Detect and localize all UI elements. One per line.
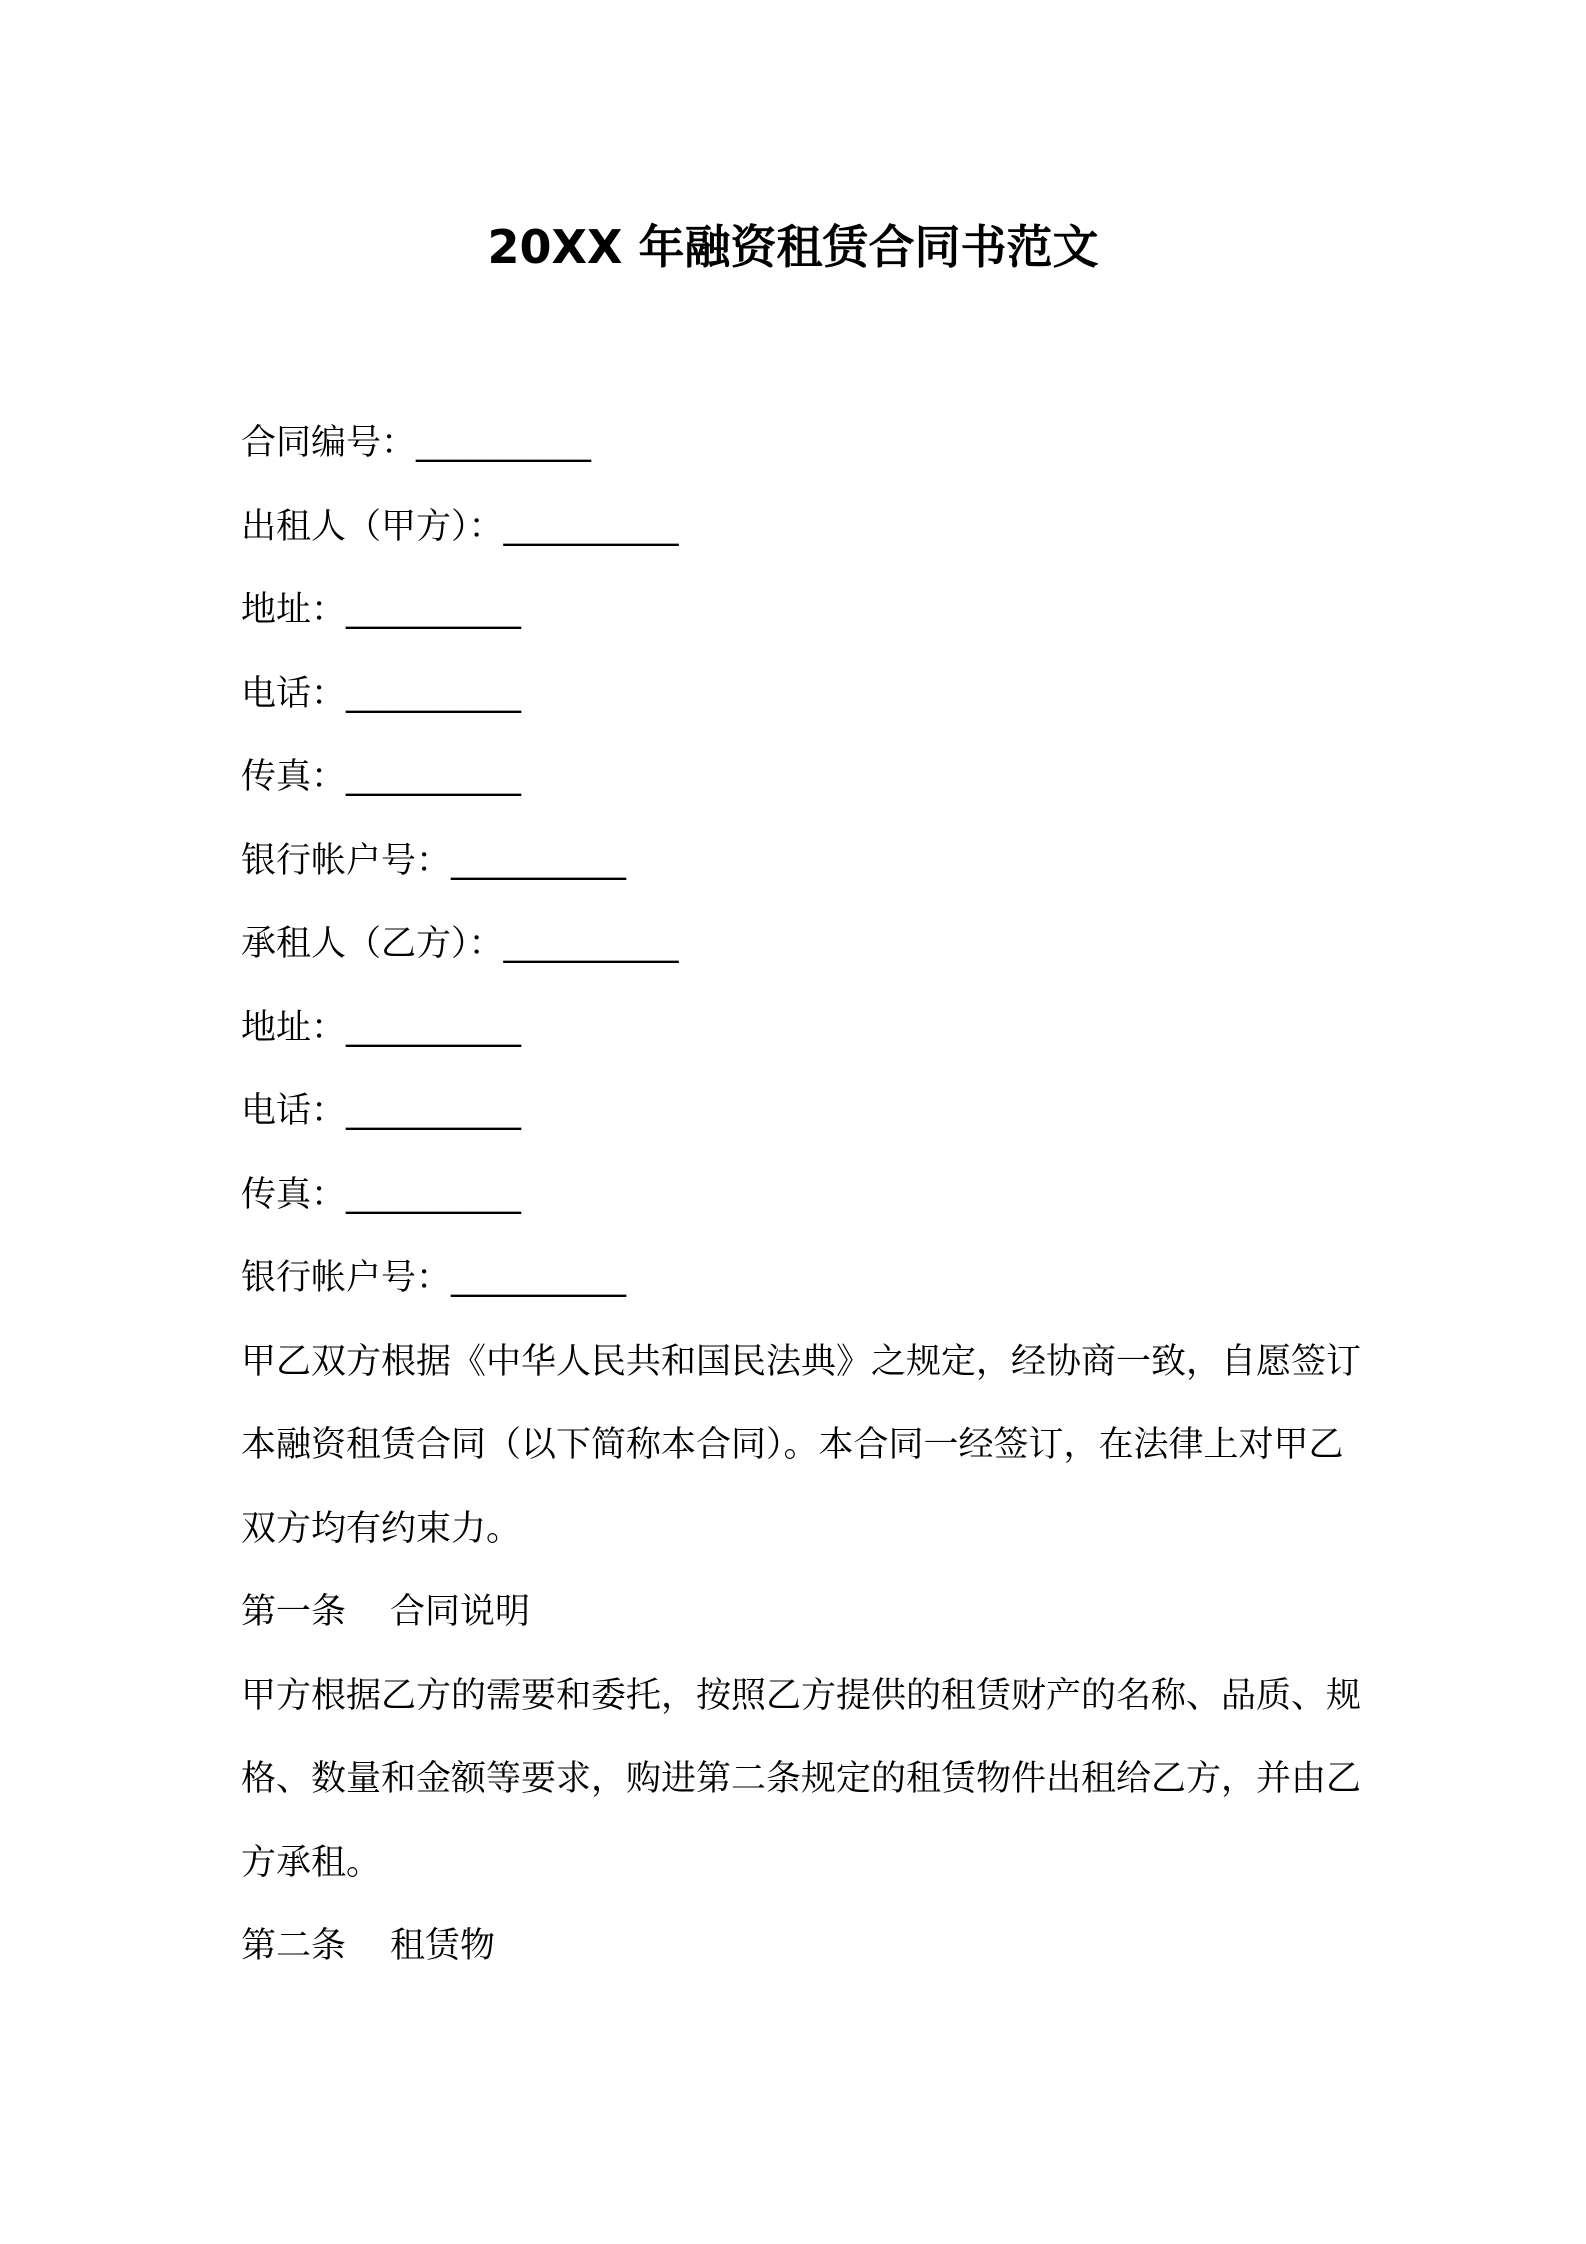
field-lessee-address	[241, 987, 1361, 1071]
field-label: 传真：	[241, 1174, 347, 1215]
field-lessee-phone	[241, 1070, 1361, 1154]
field-lessor	[241, 486, 1361, 570]
article-number: 第二条	[241, 1926, 347, 1966]
field-blank: __________	[346, 757, 522, 797]
field-lessee-bank-account	[241, 1237, 1361, 1321]
document-title: 20XX 年融资租赁合同书范文	[487, 220, 1099, 274]
field-blank: __________	[346, 1091, 522, 1131]
field-contract-number	[241, 402, 1361, 486]
field-lessee	[241, 903, 1361, 987]
field-blank: __________	[503, 506, 679, 547]
field-blank: __________	[346, 1174, 522, 1215]
field-label: 银行帐户号：	[241, 1258, 452, 1298]
article-1-heading	[241, 1571, 1361, 1655]
field-blank: __________	[346, 590, 522, 630]
article-title: 合同说明	[390, 1592, 531, 1632]
field-blank: __________	[451, 1258, 627, 1298]
article-title: 租赁物	[390, 1926, 496, 1966]
field-label: 出租人（甲方）：	[241, 506, 504, 547]
field-lessor-address	[241, 569, 1361, 653]
field-blank: __________	[451, 840, 627, 881]
field-label: 承租人（乙方）：	[241, 924, 504, 964]
article-1-body: 甲方根据乙方的需要和委托，按照乙方提供的租赁财产的名称、品质、规格、数量和金额等要求，购进第二条规定的租赁物件出租给乙方，并由乙方承租。	[241, 1675, 1362, 1883]
field-lessor-phone	[241, 653, 1361, 737]
document-body	[241, 402, 1361, 1989]
field-lessor-bank-account	[241, 820, 1361, 904]
field-blank: __________	[503, 924, 679, 964]
field-label: 银行帐户号：	[241, 840, 452, 881]
preamble-paragraph: 甲乙双方根据《中华人民共和国民法典》之规定，经协商一致，自愿签订本融资租赁合同（以下简称本合同）。本合同一经签订，在法律上对甲乙双方均有约束力。	[241, 1341, 1362, 1549]
field-lessor-fax	[241, 736, 1361, 820]
field-label: 地址：	[241, 590, 347, 630]
article-number: 第一条	[241, 1592, 347, 1632]
field-blank: __________	[346, 673, 522, 714]
field-label: 电话：	[241, 1091, 347, 1131]
article-2-heading	[241, 1905, 1361, 1989]
field-label: 合同编号：	[241, 423, 417, 463]
field-label: 电话：	[241, 673, 347, 714]
field-blank: __________	[416, 423, 592, 463]
field-blank: __________	[346, 1007, 522, 1048]
field-label: 地址：	[241, 1007, 347, 1048]
field-label: 传真：	[241, 757, 347, 797]
field-lessee-fax	[241, 1154, 1361, 1238]
